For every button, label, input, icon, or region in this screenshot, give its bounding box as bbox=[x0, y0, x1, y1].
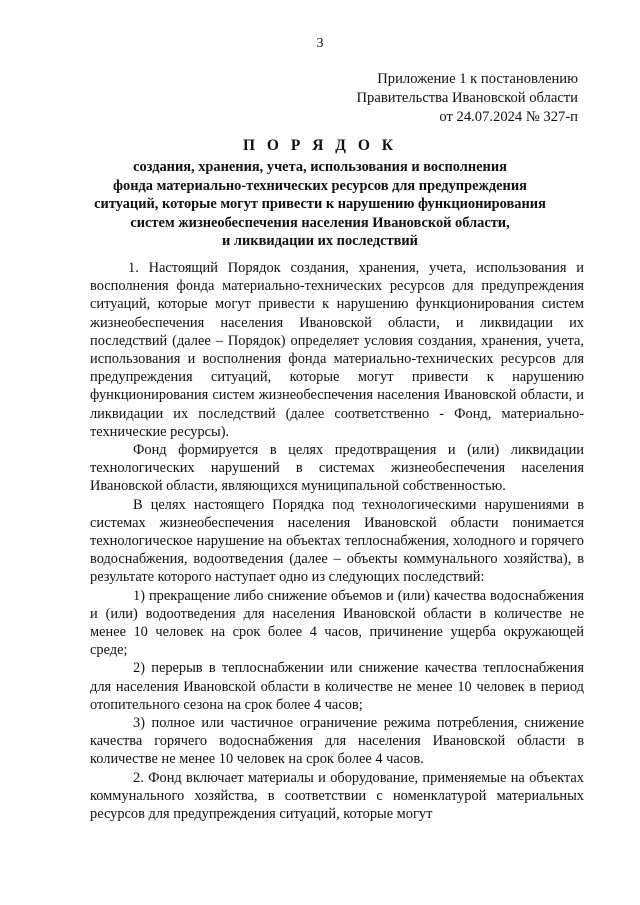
document-title: П О Р Я Д О К bbox=[243, 137, 397, 154]
document-subtitle bbox=[0, 158, 640, 251]
document-body bbox=[90, 259, 584, 823]
appendix-line-2: Правительства Ивановской области bbox=[356, 90, 578, 106]
subtitle-line-4: систем жизнеобеспечения населения Ивановской области, bbox=[130, 214, 510, 231]
appendix-line-1: Приложение 1 к постановлению bbox=[377, 71, 578, 87]
subtitle-line-5: и ликвидации их последствий bbox=[222, 233, 418, 250]
subtitle-line-3: ситуаций, которые могут привести к нарушению функционирования bbox=[94, 196, 546, 213]
paragraph-4: 2. Фонд включает материалы и оборудование, применяемые на объектах коммунального хозяйства, в соответствии с номенклатурой материальных ресурсов для предупреждения ситуаций, которые могут bbox=[90, 769, 584, 823]
subtitle-line-1: создания, хранения, учета, использования и восполнения bbox=[133, 159, 507, 175]
list-item-1: 1) прекращение либо снижение объемов и (или) качества водоснабжения и (или) водоотведения для населения Ивановской области в количестве не менее 10 человек на срок более 4 часов, причинение ущерба окружающей среде; bbox=[90, 587, 584, 659]
list-item-3: 3) полное или частичное ограничение режима потребления, снижение качества горячего водоснабжения для населения Ивановской области в количестве не менее 10 человек на срок более 4 часов. bbox=[90, 715, 584, 768]
subtitle-line-2: фонда материально-технических ресурсов для предупреждения bbox=[113, 177, 527, 194]
list-item-2: 2) перерыв в теплоснабжении или снижение качества теплоснабжения для населения Ивановской области в количестве не менее 10 человек в период отопительного сезона на срок более 4 часов; bbox=[90, 660, 584, 713]
paragraph-2: Фонд формируется в целях предотвращения и (или) ликвидации технологических нарушений в системах жизнеобеспечения населения Ивановской области, являющихся муниципальной собственностью. bbox=[90, 442, 584, 495]
appendix-line-3: от 24.07.2024 № 327-п bbox=[439, 109, 578, 125]
paragraph-1: 1. Настоящий Порядок создания, хранения, учета, использования и восполнения фонда материально-технических ресурсов для предупреждения ситуаций, которые могут привести к нарушению функционирования систем жизнеобеспечения населения Ивановской области, и ликвидации их последствий (далее – Порядок) определяет условия создания, хранения, учета, использования и восполнения фонда материально-технических ресурсов для предупреждения ситуаций, которые могут привести к нарушению функционирования систем жизнеобеспечения населения Ивановской области, и ликвидации их последствий (далее соответственно - Фонд, материально-технические ресурсы). bbox=[90, 260, 584, 440]
page-number: 3 bbox=[316, 36, 324, 51]
appendix-header bbox=[357, 70, 578, 127]
paragraph-3: В целях настоящего Порядка под технологическими нарушениями в системах жизнеобеспечения населения Ивановской области понимается технологическое нарушение на объектах теплоснабжения, холодного и горячего водоснабжения, водоотведения (далее – объекты коммунального хозяйства), в результате которого наступает одно из следующих последствий: bbox=[90, 496, 584, 586]
